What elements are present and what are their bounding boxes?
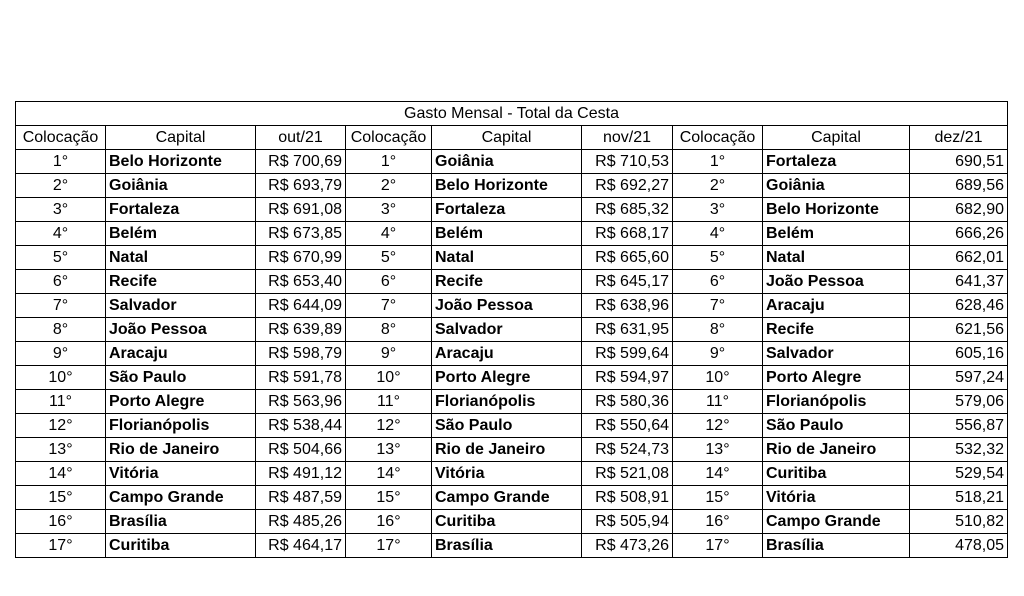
value-cell: R$ 505,94 xyxy=(582,510,673,534)
capital-cell: Curitiba xyxy=(432,510,582,534)
value-cell: R$ 591,78 xyxy=(256,366,346,390)
value-cell: R$ 645,17 xyxy=(582,270,673,294)
rank-cell: 16° xyxy=(16,510,106,534)
capital-cell: Recife xyxy=(432,270,582,294)
value-cell: 529,54 xyxy=(910,462,1008,486)
rank-cell: 15° xyxy=(16,486,106,510)
rank-cell: 5° xyxy=(673,246,763,270)
value-cell: 690,51 xyxy=(910,150,1008,174)
capital-cell: Natal xyxy=(432,246,582,270)
value-cell: R$ 580,36 xyxy=(582,390,673,414)
rank-cell: 10° xyxy=(16,366,106,390)
capital-cell: Campo Grande xyxy=(763,510,910,534)
table-body xyxy=(16,150,1008,558)
header-capital-out: Capital xyxy=(106,126,256,150)
value-cell: 597,24 xyxy=(910,366,1008,390)
rank-cell: 13° xyxy=(346,438,432,462)
rank-cell: 12° xyxy=(16,414,106,438)
value-cell: 682,90 xyxy=(910,198,1008,222)
value-cell: R$ 473,26 xyxy=(582,534,673,558)
capital-cell: Aracaju xyxy=(432,342,582,366)
value-cell: R$ 487,59 xyxy=(256,486,346,510)
capital-cell: João Pessoa xyxy=(106,318,256,342)
value-cell: 605,16 xyxy=(910,342,1008,366)
value-cell: R$ 508,91 xyxy=(582,486,673,510)
rank-cell: 8° xyxy=(346,318,432,342)
rank-cell: 7° xyxy=(16,294,106,318)
header-capital-dez: Capital xyxy=(763,126,910,150)
rank-cell: 1° xyxy=(673,150,763,174)
table-row xyxy=(16,294,1008,318)
rank-cell: 12° xyxy=(673,414,763,438)
rank-cell: 3° xyxy=(673,198,763,222)
capital-cell: João Pessoa xyxy=(432,294,582,318)
value-cell: 621,56 xyxy=(910,318,1008,342)
table-row xyxy=(16,198,1008,222)
rank-cell: 17° xyxy=(346,534,432,558)
rank-cell: 10° xyxy=(673,366,763,390)
header-month-out: out/21 xyxy=(256,126,346,150)
capital-cell: Porto Alegre xyxy=(432,366,582,390)
table-row xyxy=(16,366,1008,390)
capital-cell: São Paulo xyxy=(432,414,582,438)
value-cell: R$ 521,08 xyxy=(582,462,673,486)
capital-cell: Aracaju xyxy=(106,342,256,366)
capital-cell: João Pessoa xyxy=(763,270,910,294)
value-cell: R$ 524,73 xyxy=(582,438,673,462)
capital-cell: Salvador xyxy=(432,318,582,342)
table-header-row xyxy=(16,126,1008,150)
rank-cell: 14° xyxy=(16,462,106,486)
capital-cell: Belo Horizonte xyxy=(106,150,256,174)
value-cell: R$ 639,89 xyxy=(256,318,346,342)
rank-cell: 11° xyxy=(673,390,763,414)
capital-cell: Belo Horizonte xyxy=(763,198,910,222)
value-cell: 556,87 xyxy=(910,414,1008,438)
table-row xyxy=(16,438,1008,462)
capital-cell: Rio de Janeiro xyxy=(432,438,582,462)
table-title-row xyxy=(16,102,1008,126)
table-row xyxy=(16,342,1008,366)
table-row xyxy=(16,414,1008,438)
value-cell: R$ 631,95 xyxy=(582,318,673,342)
value-cell: R$ 464,17 xyxy=(256,534,346,558)
capital-cell: Aracaju xyxy=(763,294,910,318)
capital-cell: Salvador xyxy=(106,294,256,318)
value-cell: R$ 504,66 xyxy=(256,438,346,462)
capital-cell: Vitória xyxy=(763,486,910,510)
value-cell: R$ 638,96 xyxy=(582,294,673,318)
value-cell: R$ 491,12 xyxy=(256,462,346,486)
capital-cell: Belém xyxy=(432,222,582,246)
value-cell: R$ 685,32 xyxy=(582,198,673,222)
capital-cell: São Paulo xyxy=(763,414,910,438)
rank-cell: 2° xyxy=(673,174,763,198)
capital-cell: Recife xyxy=(763,318,910,342)
capital-cell: Porto Alegre xyxy=(106,390,256,414)
rank-cell: 9° xyxy=(346,342,432,366)
capital-cell: Campo Grande xyxy=(106,486,256,510)
capital-cell: Fortaleza xyxy=(763,150,910,174)
capital-cell: Recife xyxy=(106,270,256,294)
table-row xyxy=(16,174,1008,198)
capital-cell: Brasília xyxy=(763,534,910,558)
value-cell: R$ 550,64 xyxy=(582,414,673,438)
table-row xyxy=(16,390,1008,414)
rank-cell: 15° xyxy=(673,486,763,510)
rank-cell: 5° xyxy=(346,246,432,270)
capital-cell: Belém xyxy=(106,222,256,246)
value-cell: R$ 563,96 xyxy=(256,390,346,414)
table-row xyxy=(16,510,1008,534)
value-cell: 478,05 xyxy=(910,534,1008,558)
value-cell: 689,56 xyxy=(910,174,1008,198)
value-cell: R$ 691,08 xyxy=(256,198,346,222)
rank-cell: 16° xyxy=(346,510,432,534)
capital-cell: Belo Horizonte xyxy=(432,174,582,198)
rank-cell: 3° xyxy=(16,198,106,222)
rank-cell: 2° xyxy=(346,174,432,198)
rank-cell: 16° xyxy=(673,510,763,534)
rank-cell: 8° xyxy=(16,318,106,342)
capital-cell: Florianópolis xyxy=(763,390,910,414)
table-row xyxy=(16,486,1008,510)
table-row xyxy=(16,462,1008,486)
rank-cell: 6° xyxy=(346,270,432,294)
rank-cell: 3° xyxy=(346,198,432,222)
rank-cell: 4° xyxy=(673,222,763,246)
value-cell: 641,37 xyxy=(910,270,1008,294)
table-row xyxy=(16,150,1008,174)
value-cell: R$ 644,09 xyxy=(256,294,346,318)
capital-cell: Belém xyxy=(763,222,910,246)
rank-cell: 1° xyxy=(16,150,106,174)
capital-cell: São Paulo xyxy=(106,366,256,390)
capital-cell: Natal xyxy=(106,246,256,270)
capital-cell: Florianópolis xyxy=(106,414,256,438)
value-cell: R$ 700,69 xyxy=(256,150,346,174)
table-row xyxy=(16,246,1008,270)
value-cell: R$ 594,97 xyxy=(582,366,673,390)
rank-cell: 15° xyxy=(346,486,432,510)
capital-cell: Goiânia xyxy=(106,174,256,198)
capital-cell: Fortaleza xyxy=(432,198,582,222)
capital-cell: Brasília xyxy=(106,510,256,534)
value-cell: 666,26 xyxy=(910,222,1008,246)
capital-cell: Curitiba xyxy=(106,534,256,558)
capital-cell: Porto Alegre xyxy=(763,366,910,390)
rank-cell: 6° xyxy=(16,270,106,294)
rank-cell: 17° xyxy=(673,534,763,558)
value-cell: R$ 598,79 xyxy=(256,342,346,366)
value-cell: 662,01 xyxy=(910,246,1008,270)
capital-cell: Goiânia xyxy=(763,174,910,198)
header-colocacao-nov: Colocação xyxy=(346,126,432,150)
capital-cell: Florianópolis xyxy=(432,390,582,414)
capital-cell: Vitória xyxy=(432,462,582,486)
value-cell: R$ 485,26 xyxy=(256,510,346,534)
value-cell: R$ 653,40 xyxy=(256,270,346,294)
value-cell: 532,32 xyxy=(910,438,1008,462)
rank-cell: 4° xyxy=(16,222,106,246)
rank-cell: 17° xyxy=(16,534,106,558)
rank-cell: 14° xyxy=(673,462,763,486)
rank-cell: 9° xyxy=(16,342,106,366)
capital-cell: Rio de Janeiro xyxy=(106,438,256,462)
rank-cell: 8° xyxy=(673,318,763,342)
rank-cell: 11° xyxy=(346,390,432,414)
ranking-table xyxy=(15,101,1008,558)
value-cell: R$ 668,17 xyxy=(582,222,673,246)
rank-cell: 13° xyxy=(16,438,106,462)
value-cell: R$ 673,85 xyxy=(256,222,346,246)
capital-cell: Vitória xyxy=(106,462,256,486)
header-month-dez: dez/21 xyxy=(910,126,1008,150)
capital-cell: Campo Grande xyxy=(432,486,582,510)
capital-cell: Goiânia xyxy=(432,150,582,174)
value-cell: 579,06 xyxy=(910,390,1008,414)
table-row xyxy=(16,318,1008,342)
table-row xyxy=(16,534,1008,558)
value-cell: R$ 538,44 xyxy=(256,414,346,438)
capital-cell: Salvador xyxy=(763,342,910,366)
table-row xyxy=(16,222,1008,246)
rank-cell: 7° xyxy=(346,294,432,318)
rank-cell: 6° xyxy=(673,270,763,294)
rank-cell: 2° xyxy=(16,174,106,198)
value-cell: 518,21 xyxy=(910,486,1008,510)
value-cell: R$ 710,53 xyxy=(582,150,673,174)
value-cell: R$ 693,79 xyxy=(256,174,346,198)
value-cell: R$ 599,64 xyxy=(582,342,673,366)
rank-cell: 10° xyxy=(346,366,432,390)
rank-cell: 4° xyxy=(346,222,432,246)
header-capital-nov: Capital xyxy=(432,126,582,150)
value-cell: R$ 670,99 xyxy=(256,246,346,270)
capital-cell: Natal xyxy=(763,246,910,270)
rank-cell: 7° xyxy=(673,294,763,318)
header-colocacao-out: Colocação xyxy=(16,126,106,150)
rank-cell: 5° xyxy=(16,246,106,270)
capital-cell: Brasília xyxy=(432,534,582,558)
value-cell: R$ 665,60 xyxy=(582,246,673,270)
rank-cell: 9° xyxy=(673,342,763,366)
value-cell: R$ 692,27 xyxy=(582,174,673,198)
table-title: Gasto Mensal - Total da Cesta xyxy=(16,102,1008,126)
value-cell: 628,46 xyxy=(910,294,1008,318)
capital-cell: Fortaleza xyxy=(106,198,256,222)
rank-cell: 1° xyxy=(346,150,432,174)
rank-cell: 13° xyxy=(673,438,763,462)
header-month-nov: nov/21 xyxy=(582,126,673,150)
table-row xyxy=(16,270,1008,294)
rank-cell: 11° xyxy=(16,390,106,414)
rank-cell: 12° xyxy=(346,414,432,438)
rank-cell: 14° xyxy=(346,462,432,486)
capital-cell: Rio de Janeiro xyxy=(763,438,910,462)
capital-cell: Curitiba xyxy=(763,462,910,486)
value-cell: 510,82 xyxy=(910,510,1008,534)
header-colocacao-dez: Colocação xyxy=(673,126,763,150)
